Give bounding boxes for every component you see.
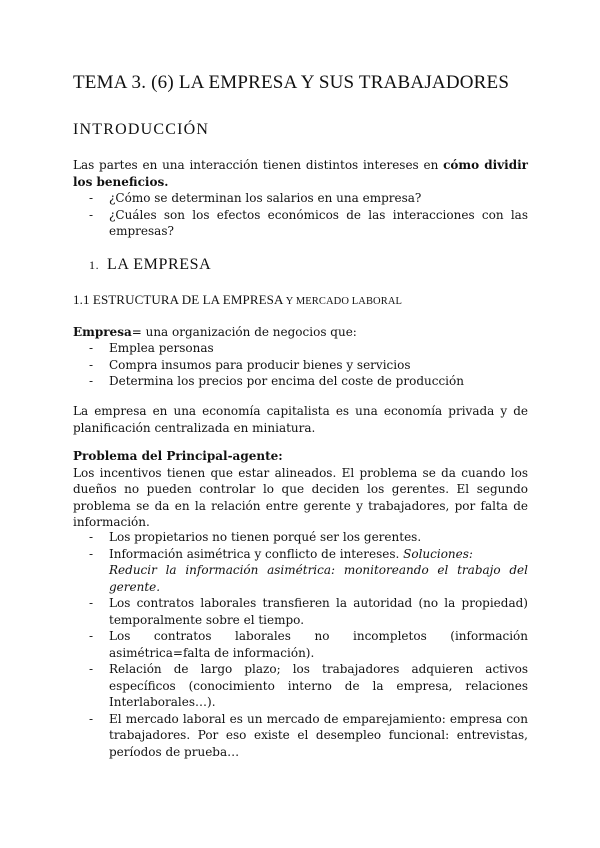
list-item-text: Los contratos laborales no incompletos (información asimétrica=falta de información). <box>109 629 528 660</box>
list-item: - ¿Cuáles son los efectos económicos de las interacciones con las empresas? <box>89 207 528 238</box>
list-item-text: ¿Cómo se determinan los salarios en una empresa? <box>109 191 422 205</box>
list-item: - Los contratos laborales no incompletos (información asimétrica=falta de información). <box>89 629 528 660</box>
list-item-text: Compra insumos para producir bienes y servicios <box>109 357 411 372</box>
list-item-italic: Soluciones: <box>403 546 473 561</box>
list-item: - ¿Cómo se determinan los salarios en una empresa? <box>89 191 422 205</box>
capitalist-paragraph: La empresa en una economía capitalista es una economía privada y de planificación centralizada en miniatura. <box>73 404 528 435</box>
list-item: - Compra insumos para producir bienes y servicios <box>89 357 411 372</box>
page-title: TEMA 3. (6) LA EMPRESA Y SUS TRABAJADORES <box>73 72 510 93</box>
list-item: - Los propietarios no tienen porqué ser los gerentes. <box>89 530 422 544</box>
section-1-heading <box>89 256 211 274</box>
intro-heading: INTRODUCCIÓN <box>73 121 210 138</box>
intro-text-bold: cómo dividir los beneficios <box>73 158 528 189</box>
principal-agent-block <box>73 448 528 531</box>
section-1-number: 1. <box>89 258 100 272</box>
section-1-1-heading <box>73 292 402 308</box>
intro-text-pre: Las partes en una interacción tienen distintos intereses en <box>73 158 444 172</box>
list-item-text: El mercado laboral es un mercado de emparejamiento: empresa con trabajadores. Por eso existe el desempleo funcional: entrevistas, períodos de prueba… <box>109 711 528 759</box>
section-1-1-heading-main: 1.1 ESTRUCTURA DE LA EMPRESA <box>73 292 284 307</box>
section-1-1-heading-small: Y MERCADO LABORAL <box>283 296 403 307</box>
list-item-text: Emplea personas <box>109 341 214 355</box>
list-item-text: Información asimétrica y conflicto de intereses. <box>109 546 404 561</box>
list-item-text: Los propietarios no tienen porqué ser los gerentes. <box>109 530 422 544</box>
principal-agent-heading: Problema del Principal-agente: <box>73 449 283 463</box>
list-item-subtext: Reducir la información asimétrica: monitoreando el trabajo del gerente. <box>109 563 528 594</box>
principal-agent-text: Los incentivos tienen que estar alineados. El problema se da cuando los dueños no pueden controlar lo que deciden los gerentes. El segundo problema se da en la relación entre gerente y trabajadores, por falta de información. <box>73 465 528 529</box>
list-item-text: Determina los precios por encima del coste de producción <box>109 374 464 388</box>
empresa-list <box>73 340 528 390</box>
list-item: - Relación de largo plazo; los trabajadores adquieren activos específicos (conocimiento interno de la empresa, relaciones Interlaborales…). <box>89 662 528 709</box>
list-item: - Emplea personas <box>89 341 214 355</box>
list-item-text: ¿Cuáles son los efectos económicos de las interacciones con las empresas? <box>109 207 528 238</box>
intro-text-post: . <box>164 174 169 189</box>
empresa-term: Empresa <box>73 325 132 339</box>
empresa-definition <box>73 324 528 341</box>
principal-agent-list <box>73 529 528 760</box>
intro-question-list <box>73 190 528 240</box>
list-item: - Información asimétrica y conflicto de intereses. Soluciones: Reducir la información asimétrica: monitoreando el trabajo del gerente. <box>89 546 528 594</box>
list-item-text: Relación de largo plazo; los trabajadores adquieren activos específicos (conocimiento interno de la empresa, relaciones Interlaborales…). <box>109 662 528 709</box>
section-1-title: LA EMPRESA <box>107 256 212 273</box>
list-item: - El mercado laboral es un mercado de emparejamiento: empresa con trabajadores. Por eso existe el desempleo funcional: entrevistas, períodos de prueba… <box>89 711 528 759</box>
list-item: - Los contratos laborales transfieren la autoridad (no la propiedad) temporalmente sobre el tiempo. <box>89 596 528 627</box>
intro-paragraph <box>73 157 528 190</box>
list-item-text: Los contratos laborales transfieren la autoridad (no la propiedad) temporalmente sobre el tiempo. <box>109 596 528 627</box>
empresa-definition-text: = una organización de negocios que: <box>131 325 357 339</box>
list-item: - Determina los precios por encima del coste de producción <box>89 374 464 388</box>
